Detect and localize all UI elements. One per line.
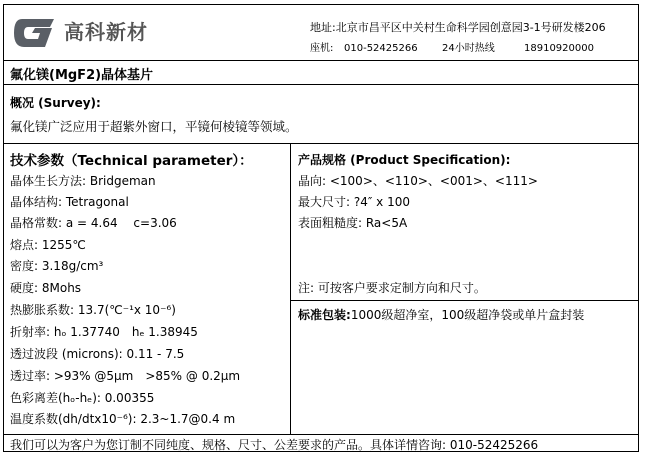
- spec-row: 晶向: <100>、<110>、<001>、<111>: [298, 174, 538, 188]
- packaging-label: 标准包装:: [298, 308, 351, 322]
- tech-row: 密度: 3.18g/cm³: [10, 259, 104, 273]
- brand-name: 高科新材: [64, 20, 148, 44]
- tech-row: 色彩离差(hₒ-hₑ): 0.00355: [10, 391, 155, 405]
- tech-row: 熔点: 1255℃: [10, 238, 86, 252]
- tech-row: 热膨胀系数: 13.7(℃⁻¹x 10⁻⁶): [10, 303, 176, 317]
- column-divider: [290, 143, 291, 434]
- overview-text: 氟化镁广泛应用于超紫外窗口，平镜何棱镜等领域。: [10, 119, 298, 134]
- company-logo: [12, 17, 56, 49]
- tech-row: 晶格常数: a = 4.64 c=3.06: [10, 216, 177, 230]
- tech-row: 晶体生长方法: Bridgeman: [10, 174, 156, 188]
- spec-note: 注: 可按客户要求定制方向和尺寸。: [298, 281, 486, 295]
- tech-row: 透过波段 (microns): 0.11 - 7.5: [10, 347, 185, 361]
- phone-number: 010-52425266: [344, 43, 418, 54]
- phone-label: 座机:: [310, 43, 334, 54]
- company-address: 地址:北京市昌平区中关村生命科学园创意园3-1号研发楼206: [310, 21, 606, 34]
- footer-text: 我们可以为客户为您订制不同纯度、规格、尺寸、公差要求的产品。具体详情咨询: 010-52425266: [10, 438, 539, 452]
- spec-row: 最大尺寸: ?4″ x 100: [298, 195, 410, 209]
- product-title-row: [4, 60, 638, 85]
- product-title: 氟化镁(MgF2)晶体基片: [10, 68, 154, 83]
- tech-row: 硬度: 8Mohs: [10, 281, 82, 295]
- packaging-text: 1000级超净室，100级超净袋或单片盒封装: [350, 308, 585, 322]
- packaging-divider: [291, 300, 638, 301]
- tech-row: 透过率: >93% @5μm >85% @ 0.2μm: [10, 369, 241, 383]
- overview-section: [4, 85, 638, 144]
- hotline-label: 24小时热线: [442, 43, 495, 54]
- tech-row: 温度系数(dh/dtx10⁻⁶): 2.3~1.7@0.4 m: [10, 412, 236, 426]
- tech-row: 折射率: hₒ 1.37740 hₑ 1.38945: [10, 325, 198, 339]
- tech-heading: 技术参数（Technical parameter）：: [10, 153, 253, 169]
- spec-heading: 产品规格 (Product Specification):: [298, 153, 511, 167]
- product-sheet: [3, 4, 639, 452]
- spec-row: 表面粗糙度: Ra<5A: [298, 216, 408, 230]
- footer: [4, 434, 638, 452]
- packaging-row: [298, 306, 584, 323]
- hotline-number: 18910920000: [524, 43, 594, 54]
- overview-heading: 概况 (Survey):: [10, 96, 101, 110]
- header: [4, 5, 638, 61]
- tech-row: 晶体结构: Tetragonal: [10, 195, 129, 209]
